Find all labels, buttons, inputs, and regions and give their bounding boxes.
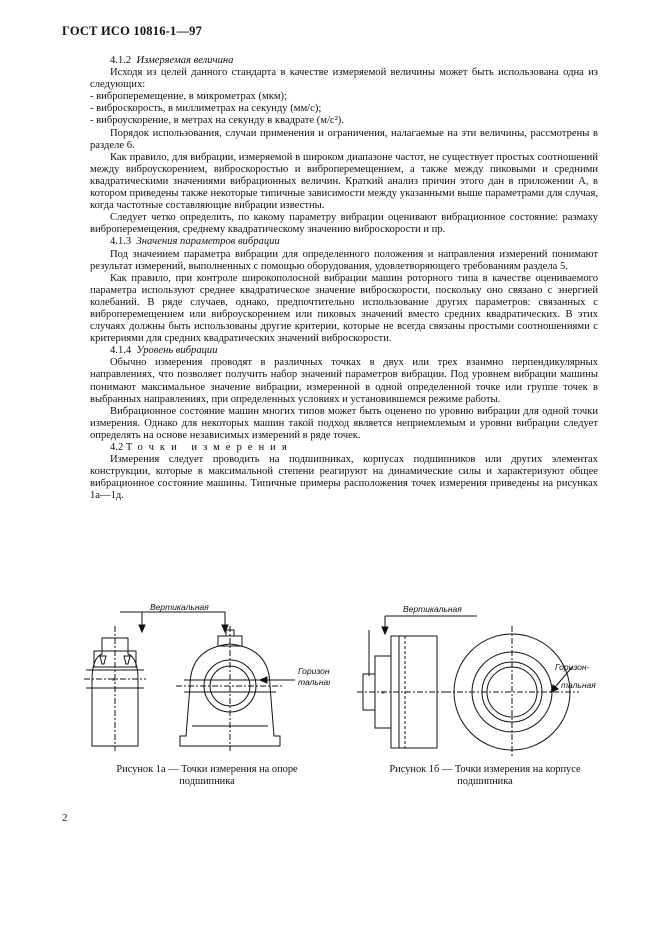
list-item: - виброскорость, в миллиметрах на секунду (мм/с); bbox=[90, 103, 322, 115]
section-heading-4-2: 4.2 Точки измерения bbox=[110, 442, 293, 453]
figure-1a-bearing-pedestal bbox=[80, 596, 330, 756]
horizontal-label-1: Горизон- bbox=[555, 662, 590, 672]
figure-1b-bearing-housing bbox=[355, 596, 615, 761]
paragraph: Исходя из целей данного стандарта в качестве измеряемой величины может быть использована одна из следующих: bbox=[90, 67, 598, 91]
svg-text:×: × bbox=[112, 677, 117, 684]
section-heading-4-1-2: 4.1.2 Измеряемая величина bbox=[110, 55, 234, 66]
section-heading-4-1-4: 4.1.4 Уровень вибрации bbox=[110, 345, 218, 357]
paragraph: Под значением параметра вибрации для определенного положения и направления измерений понимают результат измерений, выполненных с помощью оборудования, удовлетворяющего требованиям раздела 5. bbox=[90, 248, 598, 272]
section-heading-4-1-3: 4.1.3 Значения параметров вибрации bbox=[110, 236, 280, 248]
paragraph: Следует четко определить, по какому параметру вибрации оценивают вибрационное состояние: размаху виброперемещения, среднему квадратическому значению виброскорости и пр. bbox=[90, 212, 598, 236]
vertical-label: Вертикальная bbox=[403, 604, 462, 614]
figure-1a-caption: Рисунок 1а — Точки измерения на опоре подшипника bbox=[116, 764, 298, 787]
horizontal-label-2: тальная bbox=[298, 677, 330, 687]
paragraph: Порядок использования, случаи применения и ограничения, налагаемые на эти величины, рассмотрены в разделе 6. bbox=[90, 127, 598, 151]
paragraph: Как правило, для вибрации, измеряемой в широком диапазоне частот, не существует простых соотношений между виброускорением, виброскоростью и виброперемещением, а также между пиковыми и средними квадратическими значениями вибрационных величин. Краткий анализ причин этого дан в приложении А, в котором приведены также некоторые типичные зависимости между указанными выше параметрами для случая, когда частотные составляющие вибрации известны. bbox=[90, 151, 598, 212]
list-item: - виброускорение, в метрах на секунду в квадрате (м/с²). bbox=[90, 115, 344, 127]
list-item: - виброперемещение, в микрометрах (мкм); bbox=[90, 91, 288, 103]
page-header: ГОСТ ИСО 10816-1—97 bbox=[62, 24, 203, 38]
svg-text:×: × bbox=[381, 690, 386, 697]
body-text bbox=[90, 55, 598, 502]
paragraph: Вибрационное состояние машин многих типов может быть оценено по уровню вибрации для одной точки измерения. Однако для некоторых машин такой подход является неприемлемым и уровни вибрации следует определять на основе независимых измерений в ряде точек. bbox=[90, 405, 598, 441]
paragraph: Измерения следует проводить на подшипниках, корпусах подшипников или других элементах конструкции, которые в максимальной степени реагируют на динамические силы и характеризуют общее вибрационное состояние машины. Типичные примеры расположения точек измерения приведены на рисунках 1а—1д. bbox=[90, 454, 598, 502]
figure-1b-caption: Рисунок 1б — Точки измерения на корпусе подшипника bbox=[389, 764, 581, 787]
page-number: 2 bbox=[62, 812, 68, 824]
horizontal-label-2: тальная bbox=[561, 680, 596, 690]
horizontal-label-1: Горизон- bbox=[298, 666, 330, 676]
paragraph: Обычно измерения проводят в различных точках в двух или трех взаимно перпендикулярных направлениях, что позволяет получить набор значений параметров вибрации. Под уровнем вибрации машины понимают максимальное значение вибрации, измеренной в одной определенной точке или группе точек в выбранных направлениях, при определенных условиях и установившемся режиме работы. bbox=[90, 357, 598, 405]
vertical-label: Вертикальная bbox=[150, 602, 209, 612]
paragraph: Как правило, при контроле широкополосной вибрации машин роторного типа в качестве оцениваемого параметра используют среднее квадратическое значение виброскорости, поскольку оно связано с энергией колебаний. В ряде случаев, однако, предпочтительно использование других параметров: связанных с виброперемещением или виброускорением или пиковых значений вместо средних квадратических. В этих случаях должны быть использованы другие критерии, которые не всегда связаны простыми соотношениями с критериями для средних квадратических значений виброскорости. bbox=[90, 272, 598, 345]
